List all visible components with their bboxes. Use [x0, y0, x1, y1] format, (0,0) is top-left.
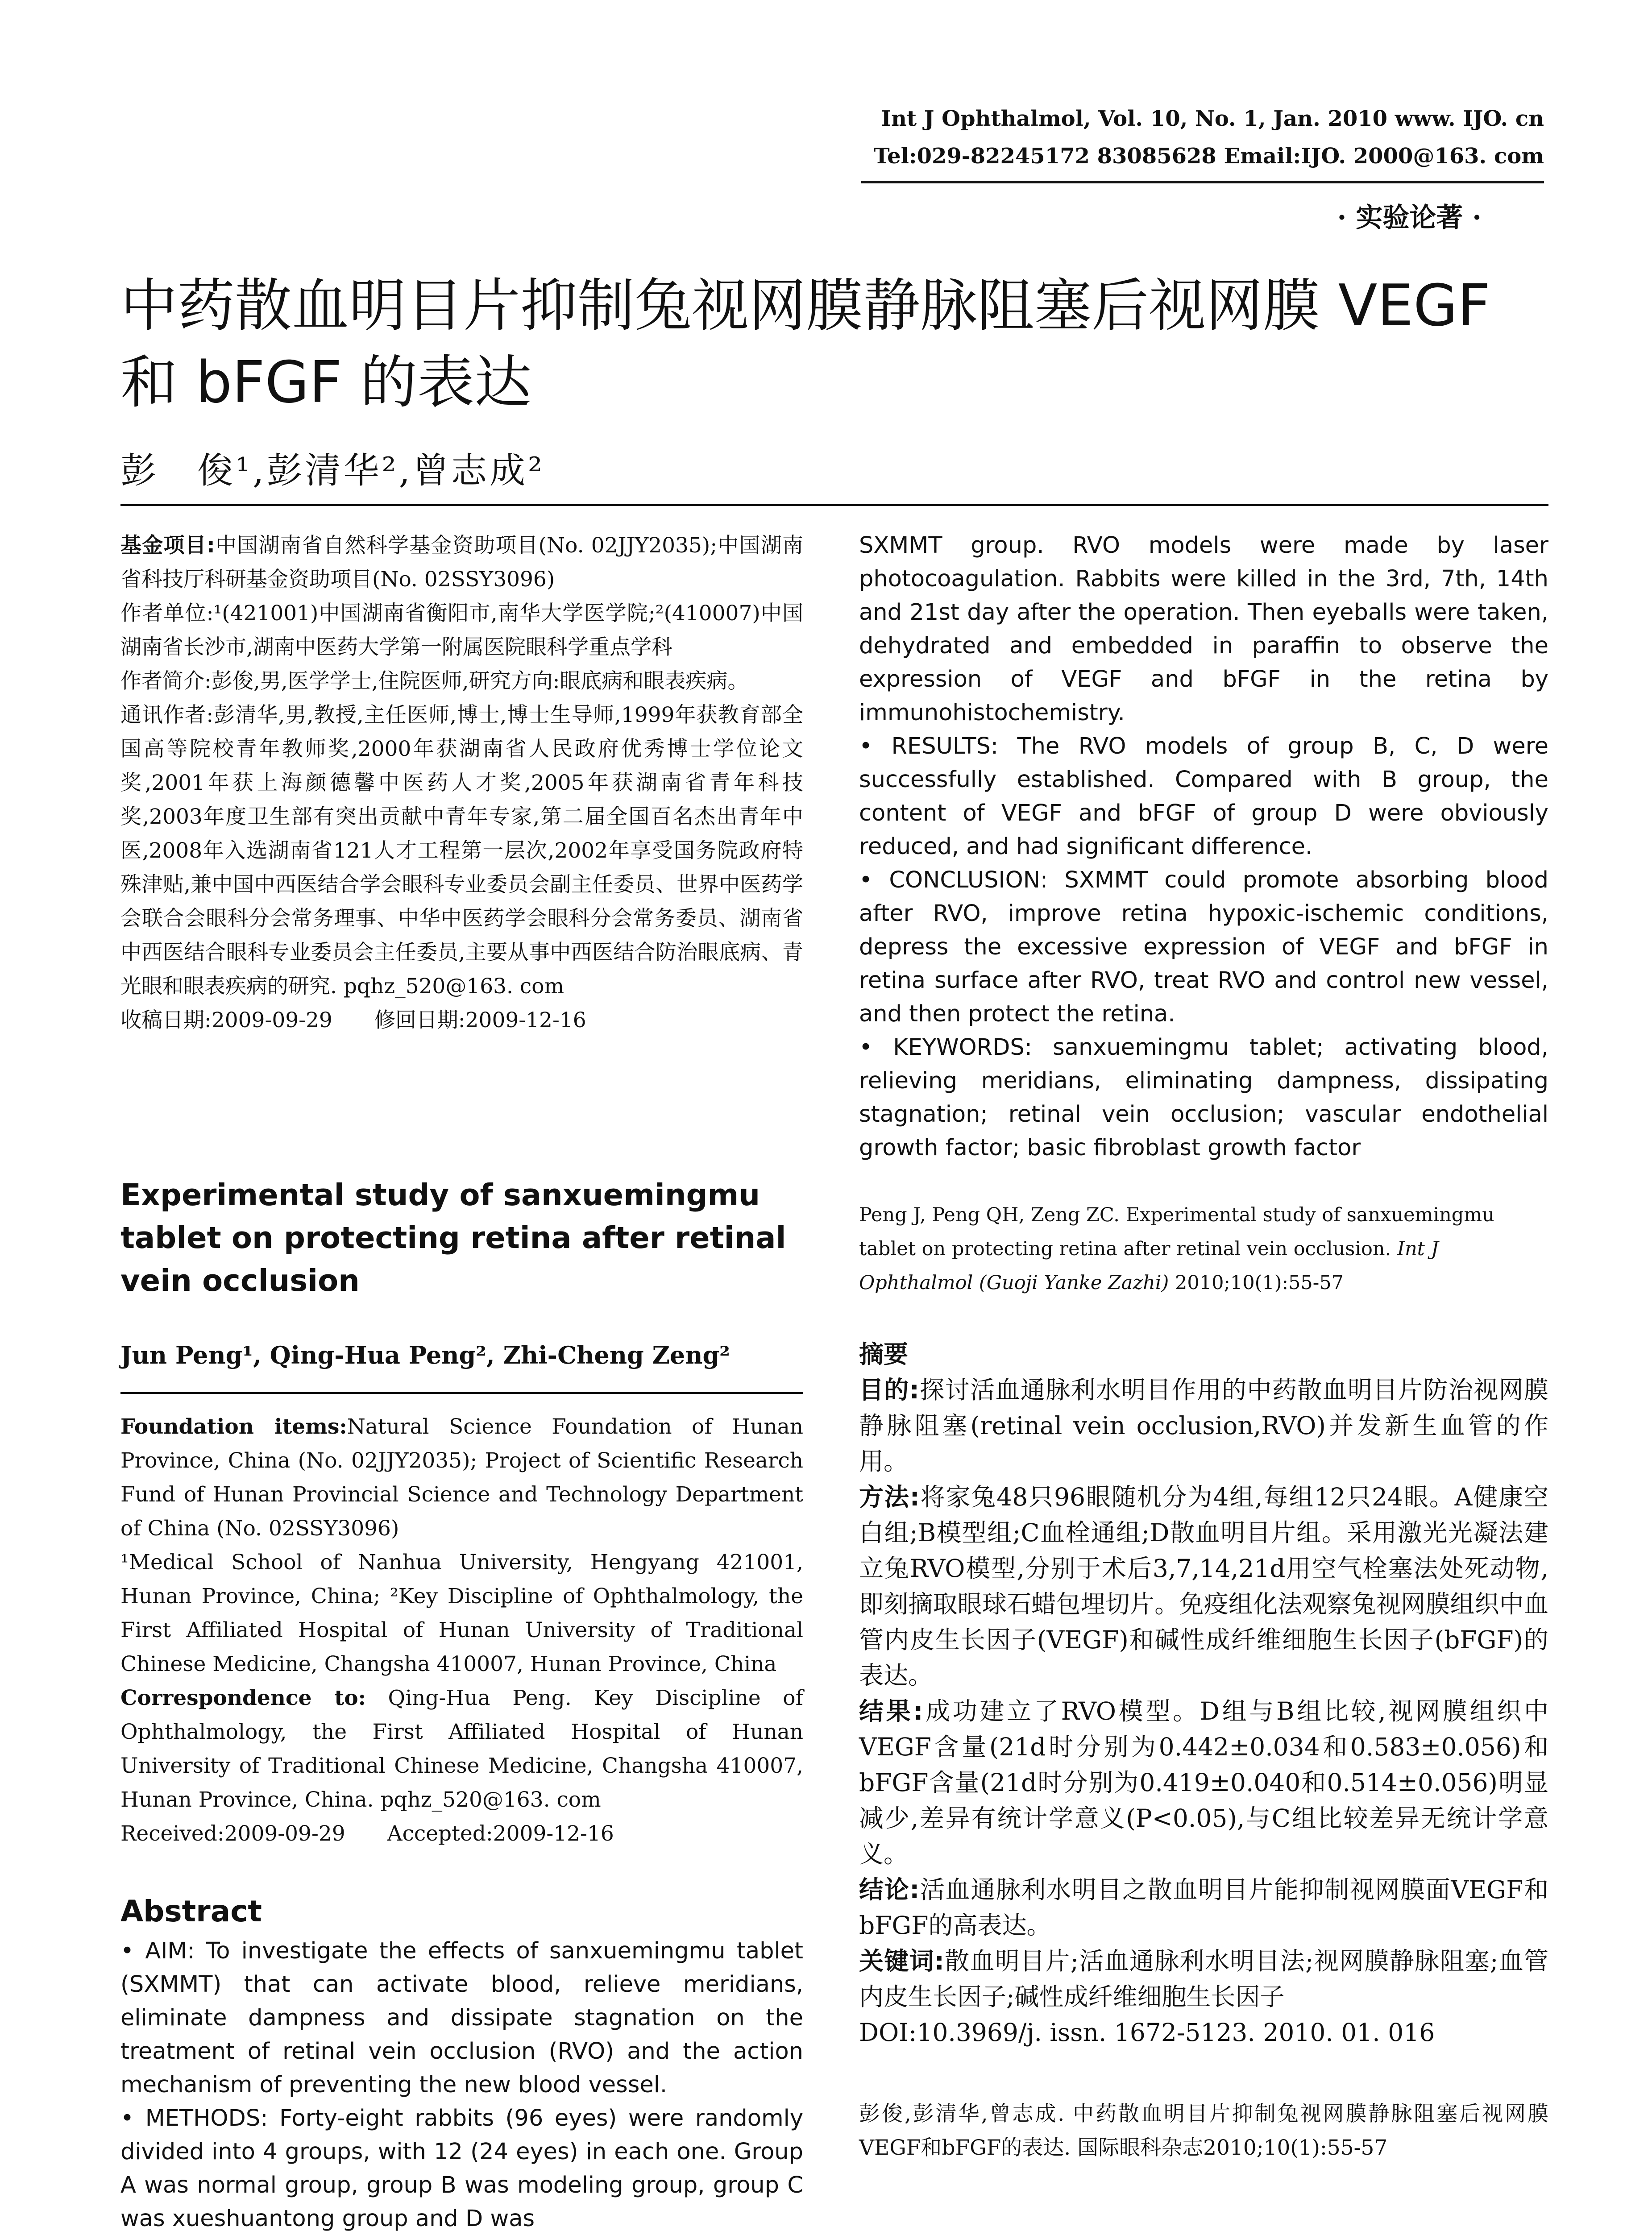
citation-en-text: Peng J, Peng QH, Zeng ZC. Experimental study of sanxuemingmu tablet on protecting retina after retinal vein occlusion.	[859, 1204, 1494, 1260]
cn-affiliation: 作者单位:¹(421001)中国湖南省衡阳市,南华大学医学院;²(410007)中国湖南省长沙市,湖南中医药大学第一附属医院眼科学重点学科	[120, 601, 803, 659]
cn-author-bio: 作者简介:彭俊,男,医学学士,住院医师,研究方向:眼底病和眼表疾病。	[120, 669, 749, 693]
cn-keywords-label: 关键词:	[859, 1947, 944, 1975]
article-title-en: Experimental study of sanxuemingmu tablet on protecting retina after retinal vein occlusion	[120, 1178, 786, 1298]
en-correspondence	[120, 1681, 803, 1817]
title-rule	[120, 504, 1548, 506]
section-label: · 实验论著 ·	[1337, 202, 1482, 233]
citation-en	[859, 1198, 1548, 1300]
cn-abstract-aim	[859, 1372, 1548, 1479]
cn-aim-text: 探讨活血通脉利水明目作用的中药散血明目片防治视网膜静脉阻塞(retinal vein occlusion,RVO)并发新生血管的作用。	[859, 1376, 1548, 1476]
cn-correspondence: 通讯作者:彭清华,男,教授,主任医师,博士,博士生导师,1999年获教育部全国高等院校青年教师奖,2000年获湖南省人民政府优秀博士学位论文奖,2001年获上海颜德馨中医药人才奖,2005年获湖南省青年科技奖,2003年度卫生部有突出贡献中青年专家,第二届全国百名杰出青年中医,2008年入选湖南省121人才工程第一层次,2002年享受国务院政府特殊津贴,兼中国中西医结合学会眼科专业委员会副主任委员、世界中医药学会联合会眼科分会常务理事、中华中医药学会眼科分会常务委员、湖南省中西医结合眼科专业委员会主任委员,主要从事中西医结合防治眼底病、青光眼和眼表疾病的研究. pqhz_520@163. com	[120, 703, 803, 999]
cn-keywords-text: 散血明目片;活血通脉利水明目法;视网膜静脉阻塞;血管内皮生长因子;碱性成纤维细胞生长因子	[859, 1947, 1549, 2011]
en-foundation-text: Natural Science Foundation of Hunan Province, China (No. 02JJY2035); Project of Scientific Research Fund of Hunan Provincial Science and Technology Department of China (No. 02SSY3096)	[120, 1414, 803, 1541]
abstract-heading: Abstract	[120, 1894, 262, 1928]
abstract-conclusion: • CONCLUSION: SXMMT could promote absorbing blood after RVO, improve retina hypoxic-ischemic conditions, depress the excessive expression of VEGF and bFGF in retina surface after RVO, treat RVO and control new vessel, and then protect the retina.	[859, 867, 1548, 1027]
cn-abstract-heading: 摘要	[859, 1340, 909, 1368]
abstract-methods-part2: SXMMT group. RVO models were made by laser photocoagulation. Rabbits were killed in the 3rd, 7th, 14th and 21st day after the operation. Then eyeballs were taken, dehydrated and embedded in paraffin to observe the expression of VEGF and bFGF in the retina by immunohistochemistry.	[859, 532, 1548, 726]
cn-foundation-label: 基金项目:	[120, 533, 215, 558]
abstract-left-column	[120, 1934, 803, 2231]
cn-foundation-text: 中国湖南省自然科学基金资助项目(No. 02JJY2035);中国湖南省科技厅科研基金资助项目(No. 02SSY3096)	[120, 533, 804, 592]
cn-foundation	[120, 529, 803, 597]
cn-doi: DOI:10.3969/j. issn. 1672-5123. 2010. 01. 016	[859, 2018, 1435, 2047]
authors-rule	[120, 1392, 803, 1394]
cn-abstract	[859, 1336, 1548, 2050]
cn-article-info	[120, 529, 803, 1037]
cn-methods-text: 将家兔48只96眼随机分为4组,每组12只24眼。A健康空白组;B模型组;C血栓通组;D散血明目片组。采用激光光凝法建立兔RVO模型,分别于术后3,7,14,21d用空气栓塞法处死动物,即刻摘取眼球石蜡包埋切片。免疫组化法观察兔视网膜组织中血管内皮生长因子(VEGF)和碱性成纤维细胞生长因子(bFGF)的表达。	[859, 1483, 1548, 1690]
cn-results-text: 成功建立了RVO模型。D组与B组比较,视网膜组织中VEGF含量(21d时分别为0.442±0.034和0.583±0.056)和bFGF含量(21d时分别为0.419±0.040和0.514±0.056)明显减少,差异有统计学意义(P<0.05),与C组比较差异无统计学意义。	[859, 1697, 1549, 1868]
cn-abstract-methods	[859, 1479, 1548, 1693]
journal-contact-line: Tel:029-82245172 83085628 Email:IJO. 2000@163. com	[873, 144, 1544, 169]
citation-en-tail: 2010;10(1):55-57	[1169, 1272, 1344, 1294]
cn-dates: 收稿日期:2009-09-29 修回日期:2009-12-16	[120, 1008, 586, 1033]
en-foundation-label: Foundation items:	[120, 1414, 347, 1439]
header-rule	[861, 181, 1544, 183]
en-correspondence-text: Qing-Hua Peng. Key Discipline of Ophthalmology, the First Affiliated Hospital of Hunan University of Traditional Chinese Medicine, Changsha 410007, Hunan Province, China. pqhz_520@163. com	[120, 1686, 803, 1812]
cn-methods-label: 方法:	[859, 1483, 920, 1511]
en-foundation	[120, 1410, 803, 1546]
abstract-methods-part1: • METHODS: Forty-eight rabbits (96 eyes) were randomly divided into 4 groups, with 12 (24 eyes) in each one. Group A was normal group, group B was modeling group, group C was xueshuantong group and D was	[120, 2105, 803, 2231]
cn-conclusion-text: 活血通脉利水明目之散血明目片能抑制视网膜面VEGF和bFGF的高表达。	[859, 1875, 1548, 1940]
cn-conclusion-label: 结论:	[859, 1875, 920, 1904]
en-affiliation: ¹Medical School of Nanhua University, Hengyang 421001, Hunan Province, China; ²Key Discipline of Ophthalmology, the First Affiliated Hospital of Hunan University of Traditional Chinese Medicine, Changsha 410007, Hunan Province, China	[120, 1550, 803, 1676]
en-dates: Received:2009-09-29 Accepted:2009-12-16	[120, 1821, 614, 1846]
journal-header-line: Int J Ophthalmol, Vol. 10, No. 1, Jan. 2010 www. IJO. cn	[881, 106, 1544, 131]
abstract-aim: • AIM: To investigate the effects of sanxuemingmu tablet (SXMMT) that can activate blood, relieve meridians, eliminate dampness and dissipate stagnation on the treatment of retinal vein occlusion (RVO) and the action mechanism of preventing the new blood vessel.	[120, 1938, 803, 2098]
en-article-info	[120, 1410, 803, 1851]
cn-results-label: 结果:	[859, 1697, 923, 1725]
authors-en: Jun Peng¹, Qing-Hua Peng², Zhi-Cheng Zeng²	[120, 1341, 730, 1369]
cn-abstract-results	[859, 1693, 1548, 1872]
authors-cn: 彭 俊¹,彭清华²,曾志成²	[120, 450, 545, 491]
en-correspondence-label: Correspondence to:	[120, 1686, 366, 1710]
abstract-right-column	[859, 529, 1548, 1165]
abstract-keywords: • KEYWORDS: sanxuemingmu tablet; activating blood, relieving meridians, eliminating dampness, dissipating stagnation; retinal vein occlusion; vascular endothelial growth factor; basic fibroblast growth factor	[859, 1034, 1548, 1161]
citation-en-journal: Int J Ophthalmol (Guoji Yanke Zazhi)	[859, 1238, 1439, 1294]
article-title-cn: 中药散血明目片抑制兔视网膜静脉阻塞后视网膜 VEGF 和 bFGF 的表达	[120, 273, 1490, 416]
citation-cn: 彭俊,彭清华,曾志成. 中药散血明目片抑制兔视网膜静脉阻塞后视网膜VEGF和bFGF的表达. 国际眼科杂志2010;10(1):55-57	[859, 2102, 1548, 2160]
abstract-results: • RESULTS: The RVO models of group B, C, D were successfully established. Compared with B group, the content of VEGF and bFGF of group D were obviously reduced, and had significant difference.	[859, 733, 1548, 860]
cn-aim-label: 目的:	[859, 1376, 919, 1404]
cn-abstract-conclusion	[859, 1872, 1548, 1943]
cn-abstract-keywords	[859, 1943, 1548, 2015]
